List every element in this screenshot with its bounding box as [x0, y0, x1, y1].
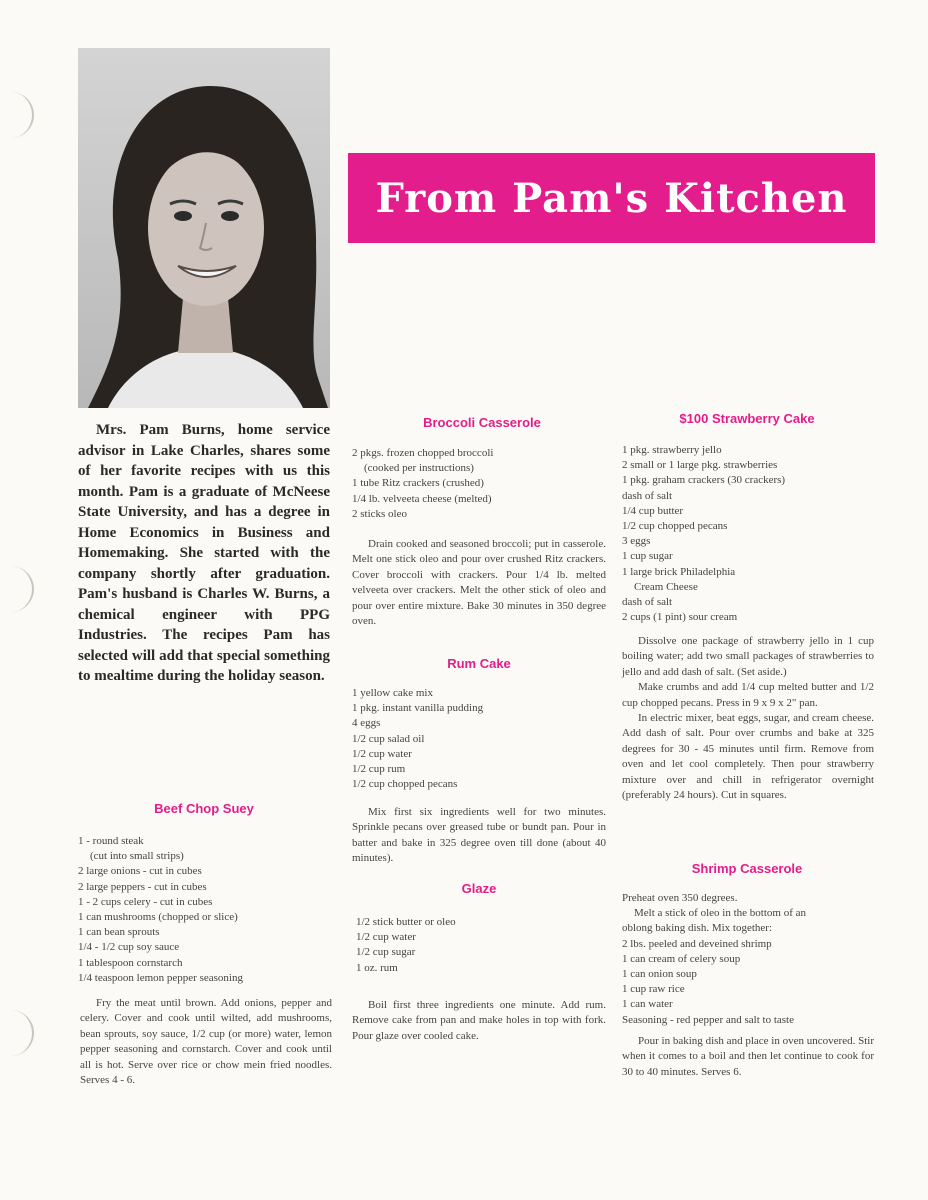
ingredient-line: 1 cup raw rice [622, 983, 685, 996]
ingredient-line: 2 pkgs. frozen chopped broccoli [352, 447, 494, 459]
recipe-title-beef: Beef Chop Suey [154, 801, 254, 816]
directions-rum-cake [352, 805, 606, 867]
ingredient-line: 1 can cream of celery soup [622, 952, 741, 965]
directions-text: Dissolve one package of strawberry jello in 1 cup boiling water; add two small packages of strawberries to jello and add dash of salt. (Set aside.) [622, 635, 874, 678]
ingredient-line: 2 small or 1 large pkg. strawberries [622, 459, 778, 472]
ingredient-line: 2 cups (1 pint) sour cream [622, 611, 738, 624]
ingredient-line: dash of salt [622, 489, 673, 502]
directions-text: Boil first three ingredients one minute. Add rum. Remove cake from pan and make holes in top with fork. Pour glaze over cooled cake. [352, 999, 606, 1042]
ingredient-line: Melt a stick of oleo in the bottom of an [634, 907, 806, 920]
ingredient-line: 1 tablespoon cornstarch [78, 956, 183, 969]
title-banner [348, 153, 875, 243]
ingredient-line: 1 - round steak [78, 835, 144, 847]
punch-hole-mark [0, 1010, 34, 1056]
ingredient-line: 1 pkg. graham crackers (30 crackers) [622, 474, 786, 487]
directions-text: Mix first six ingredients well for two minutes. Sprinkle pecans over greased tube or bundt pan. Pour in batter and bake in 325 degree oven till done (about 40 minutes). [352, 806, 606, 865]
directions-text: Make crumbs and add 1/4 cup melted butter and 1/2 cup chopped pecans. Press in 9 x 9 x 2" pan. [622, 681, 874, 709]
ingredient-line: 1/2 cup sugar [356, 946, 416, 959]
ingredient-line: 1 can bean sprouts [78, 926, 160, 939]
ingredient-line: 2 lbs. peeled and deveined shrimp [622, 937, 772, 950]
ingredient-line: 1/4 teaspoon lemon pepper seasoning [78, 971, 243, 984]
ingredients-beef [78, 834, 334, 986]
recipe-title-shrimp: Shrimp Casserole [691, 861, 803, 876]
punch-hole-mark [0, 92, 34, 138]
ingredient-line: 1/2 cup rum [352, 763, 406, 776]
ingredient-line: oblong baking dish. Mix together: [622, 922, 773, 935]
ingredient-line: 1/4 cup butter [622, 504, 684, 517]
ingredient-line: Seasoning - red pepper and salt to taste [622, 1013, 794, 1026]
ingredient-line: 1 cup sugar [622, 550, 673, 563]
directions-text: In electric mixer, beat eggs, sugar, and cream cheese. Add dash of salt. Pour over crumbs and bake at 325 degrees for 30 - 45 minutes until firm. Remove from oven and let cool completely. Then pour strawberry mixture over and chill in refrigerator overnight (preferably 24 hours). Cut in squares. [622, 712, 874, 802]
ingredients-shrimp [622, 891, 876, 1028]
directions-text: Pour in baking dish and place in oven uncovered. Stir when it comes to a boil and then let continue to cook for 30 to 40 minutes. Serves 6. [622, 1035, 874, 1078]
recipe-title-strawberry: $100 Strawberry Cake [679, 411, 815, 426]
directions-broccoli [352, 537, 606, 629]
ingredient-line: 1 pkg. strawberry jello [622, 444, 722, 456]
ingredient-line: (cooked per instructions) [364, 462, 474, 475]
ingredient-line: 1 yellow cake mix [352, 687, 433, 699]
recipe-title-rum-cake: Rum Cake [447, 656, 511, 671]
intro-paragraph [78, 420, 330, 687]
ingredient-line: 1/2 cup chopped pecans [352, 778, 458, 791]
ingredient-line: 1 oz. rum [356, 961, 398, 974]
ingredients-rum-cake [352, 686, 612, 792]
ingredient-line: 1 can water [622, 998, 673, 1011]
ingredient-line: 1/4 - 1/2 cup soy sauce [78, 941, 180, 954]
ingredient-line: 1/4 lb. velveeta cheese (melted) [352, 492, 492, 505]
directions-beef [80, 996, 332, 1088]
ingredients-strawberry [622, 443, 878, 625]
intro-text: Mrs. Pam Burns, home service advisor in Lake Charles, shares some of her favorite recipes with us this month. Pam is a graduate of McNeese State University, and has a degree in Home Economics in Business and Homemaking. She started with the company shortly after graduation. Pam's husband is Charles W. Burns, a chemical engineer with PPG Industries. The recipes Pam has selected will add that special something to mealtime during the holiday season. [78, 422, 330, 684]
ingredient-line: 1 pkg. instant vanilla pudding [352, 702, 484, 715]
directions-glaze [352, 998, 606, 1044]
directions-text: Fry the meat until brown. Add onions, pepper and celery. Cover and cook until wilted, add mushrooms, bean sprouts, soy sauce, 1/2 cup (or more) water, lemon pepper seasoning and cornstarch. Cover and cook until all is hot. Serve over rice or chow mein fried noodles. Serves 4 - 6. [80, 997, 332, 1087]
ingredient-line: Preheat oven 350 degrees. [622, 892, 738, 904]
ingredient-line: dash of salt [622, 596, 673, 609]
ingredient-line: 1/2 cup chopped pecans [622, 520, 728, 533]
punch-hole-mark [0, 566, 34, 612]
ingredients-glaze [356, 915, 606, 976]
directions-strawberry [622, 634, 874, 803]
directions-text: Drain cooked and seasoned broccoli; put in casserole. Melt one stick oleo and pour over crushed Ritz crackers. Cover broccoli with crackers. Pour 1/4 lb. melted velveeta over crackers. Melt the other stick of oleo and pour over entire mixture. Bake 30 minutes in 350 degree oven. [352, 538, 606, 628]
portrait-photo [78, 48, 330, 408]
ingredient-line: 1/2 cup water [356, 931, 416, 944]
ingredient-line: 1 - 2 cups celery - cut in cubes [78, 895, 213, 908]
ingredient-line: Cream Cheese [634, 580, 698, 593]
ingredient-line: 1 tube Ritz crackers (crushed) [352, 477, 484, 490]
recipe-title-glaze: Glaze [461, 881, 497, 896]
page-title: From Pam's Kitchen [375, 174, 848, 222]
ingredient-line: 2 sticks oleo [352, 507, 407, 520]
directions-shrimp [622, 1034, 874, 1080]
recipe-title-broccoli: Broccoli Casserole [423, 415, 541, 430]
ingredient-line: 1 can mushrooms (chopped or slice) [78, 911, 238, 924]
ingredient-line: 1 can onion soup [622, 968, 697, 981]
ingredient-line: (cut into small strips) [90, 850, 184, 863]
ingredient-line: 1/2 stick butter or oleo [356, 916, 456, 928]
ingredient-line: 3 eggs [622, 535, 651, 548]
ingredient-line: 4 eggs [352, 717, 381, 730]
ingredient-line: 2 large peppers - cut in cubes [78, 880, 207, 893]
ingredient-line: 1 large brick Philadelphia [622, 565, 736, 578]
ingredient-line: 2 large onions - cut in cubes [78, 865, 202, 878]
ingredient-line: 1/2 cup salad oil [352, 732, 425, 745]
ingredient-line: 1/2 cup water [352, 747, 412, 760]
ingredients-broccoli [352, 446, 612, 522]
